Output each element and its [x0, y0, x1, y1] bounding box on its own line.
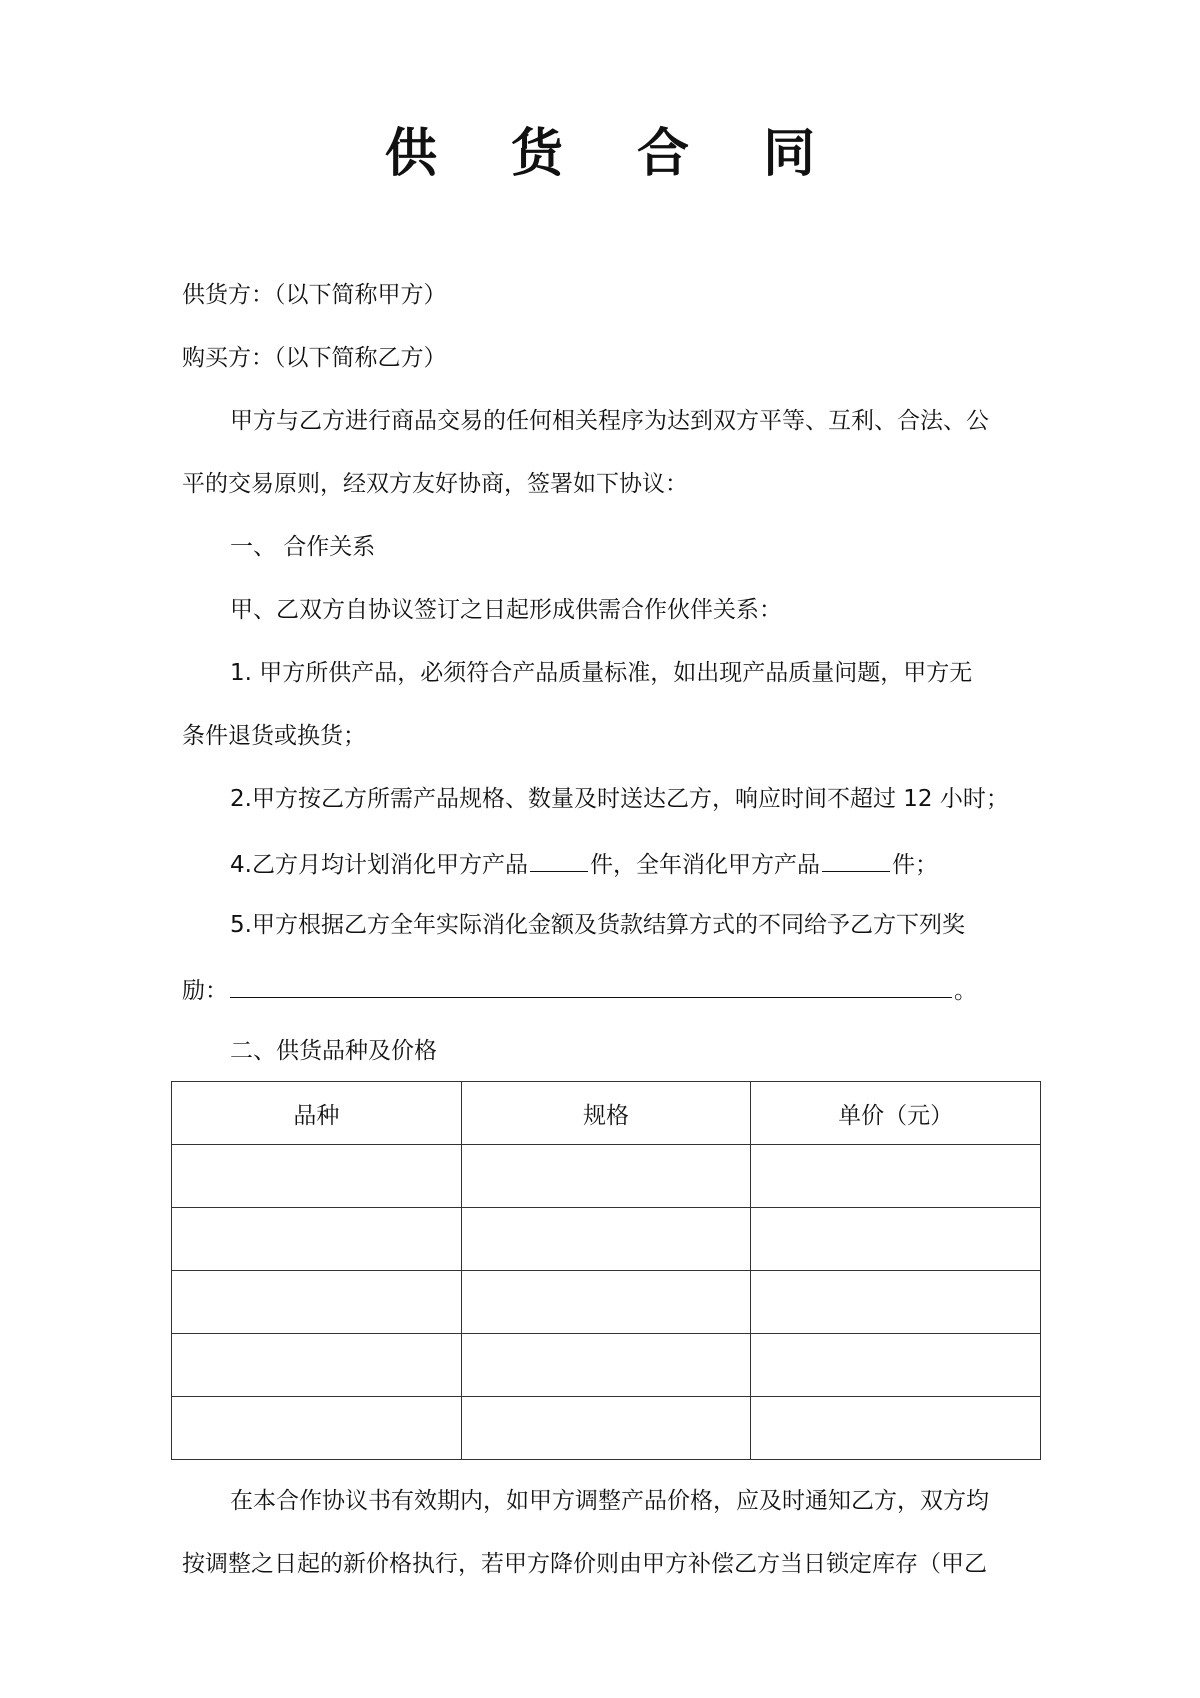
section-2-heading: 二、供货品种及价格	[230, 1038, 437, 1064]
table-cell[interactable]	[172, 1208, 462, 1271]
header-variety: 品种	[172, 1082, 462, 1145]
intro-paragraph-line-1: 甲方与乙方进行商品交易的任何相关程序为达到双方平等、互利、合法、公	[230, 408, 989, 434]
clause-1-line-2: 条件退货或换货；	[182, 723, 366, 749]
clause-4-part-3: 件；	[891, 852, 938, 878]
table-cell[interactable]	[751, 1271, 1041, 1334]
annual-quantity-blank[interactable]	[822, 845, 890, 872]
supplier-line: 供货方：（以下简称甲方）	[182, 282, 447, 308]
reward-end-mark: 。	[954, 978, 977, 1004]
clause-4-part-2: 件，全年消化甲方产品	[589, 852, 820, 878]
header-spec: 规格	[461, 1082, 751, 1145]
table-row	[172, 1208, 1041, 1271]
table-cell[interactable]	[172, 1271, 462, 1334]
price-adjustment-line-1: 在本合作协议书有效期内，如甲方调整产品价格，应及时通知乙方，双方均	[230, 1488, 989, 1514]
section-1-heading: 一、 合作关系	[230, 534, 376, 560]
reward-blank[interactable]	[230, 971, 952, 998]
table-cell[interactable]	[461, 1271, 751, 1334]
price-adjustment-line-2: 按调整之日起的新价格执行，若甲方降价则由甲方补偿乙方当日锁定库存（甲乙	[182, 1551, 987, 1577]
header-unit-price: 单价（元）	[751, 1082, 1041, 1145]
table-cell[interactable]	[751, 1397, 1041, 1460]
table-cell[interactable]	[461, 1397, 751, 1460]
price-table	[171, 1081, 1041, 1460]
clause-1-line-1: 1. 甲方所供产品，必须符合产品质量标准，如出现产品质量问题，甲方无	[230, 660, 973, 686]
table-header-row	[172, 1082, 1041, 1145]
table-cell[interactable]	[751, 1334, 1041, 1397]
buyer-line: 购买方：（以下简称乙方）	[182, 345, 447, 371]
reward-label: 励：	[182, 978, 228, 1004]
intro-paragraph-line-2: 平的交易原则，经双方友好协商，签署如下协议：	[182, 471, 688, 497]
table-cell[interactable]	[172, 1145, 462, 1208]
monthly-quantity-blank[interactable]	[530, 845, 588, 872]
table-row	[172, 1334, 1041, 1397]
table-row	[172, 1271, 1041, 1334]
table-cell[interactable]	[172, 1397, 462, 1460]
section-1-lead: 甲、乙双方自协议签订之日起形成供需合作伙伴关系：	[230, 597, 782, 623]
clause-2: 2.甲方按乙方所需产品规格、数量及时送达乙方，响应时间不超过 12 小时；	[230, 786, 1009, 812]
document-title: 供 货 合 同	[384, 124, 844, 184]
clause-5-line-2	[182, 971, 1042, 1008]
table-cell[interactable]	[751, 1145, 1041, 1208]
table-cell[interactable]	[461, 1334, 751, 1397]
table-row	[172, 1145, 1041, 1208]
table-row	[172, 1397, 1041, 1460]
table-cell[interactable]	[461, 1208, 751, 1271]
clause-4-part-1: 4.乙方月均计划消化甲方产品	[230, 852, 528, 878]
table-cell[interactable]	[751, 1208, 1041, 1271]
clause-4	[230, 845, 1090, 882]
clause-5-line-1: 5.甲方根据乙方全年实际消化金额及货款结算方式的不同给予乙方下列奖	[230, 912, 965, 938]
table-cell[interactable]	[461, 1145, 751, 1208]
table-cell[interactable]	[172, 1334, 462, 1397]
